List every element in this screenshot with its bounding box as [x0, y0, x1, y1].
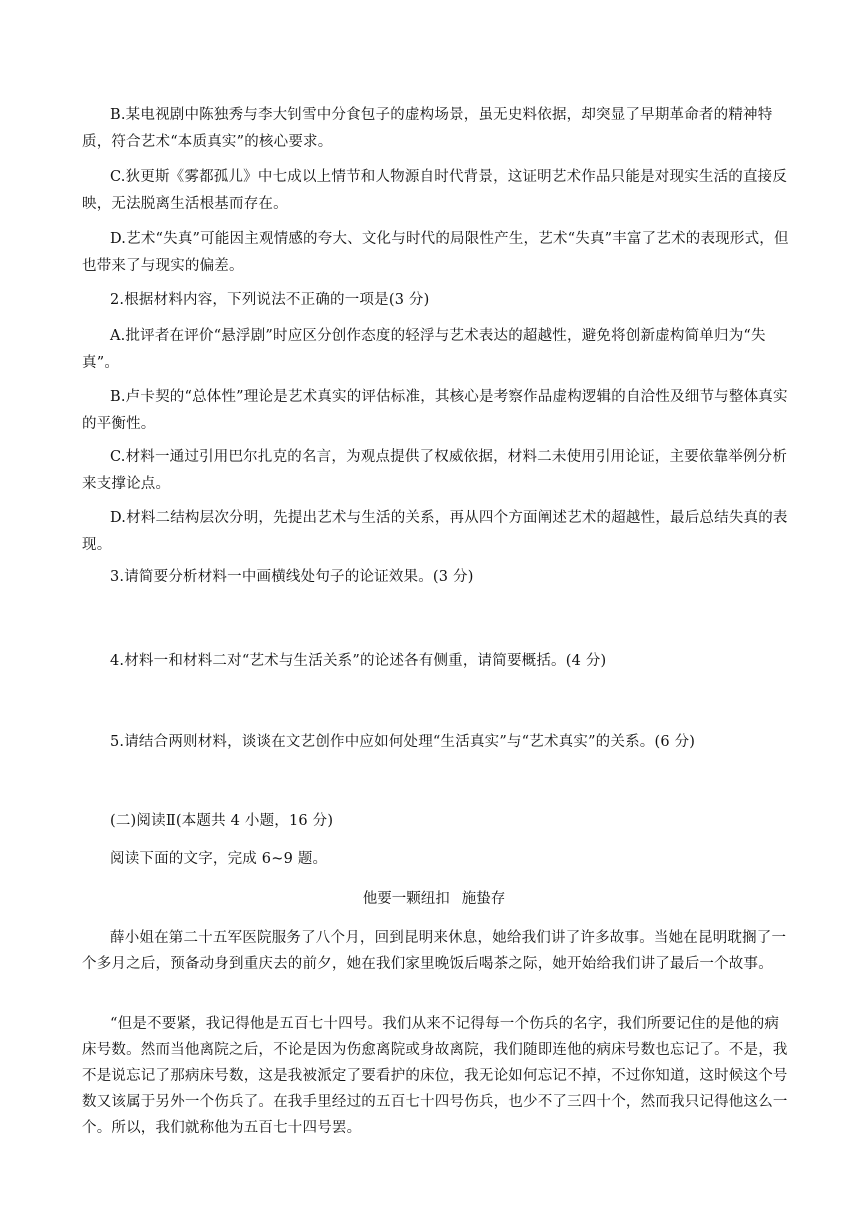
q1-option-d: D.艺术“失真”可能因主观情感的夸大、文化与时代的局限性产生，艺术“失真”丰富了艺术的表现形式，但也带来了与现实的偏差。: [82, 231, 789, 274]
question-3: 3.请简要分析材料一中画横线处句子的论证效果。(3 分): [110, 569, 474, 585]
q2-option-c: C.材料一通过引用巴尔扎克的名言，为观点提供了权威依据，材料二未使用引用论证，主要依靠举例分析来支撑论点。: [82, 449, 788, 492]
q2-option-d: D.材料二结构层次分明，先提出艺术与生活的关系，再从四个方面阐述艺术的超越性，最后总结失真的表现。: [82, 510, 788, 553]
q2-option-a: A.批评者在评价“悬浮剧”时应区分创作态度的轻浮与艺术表达的超越性，避免将创新虚构简单归为“失真”。: [82, 328, 766, 371]
q1-option-b: B.某电视剧中陈独秀与李大钊雪中分食包子的虚构场景，虽无史料依据，却突显了早期革命者的精神特质，符合艺术“本质真实”的核心要求。: [82, 107, 773, 150]
question-4: 4.材料一和材料二对“艺术与生活关系”的论述各有侧重，请简要概括。(4 分): [110, 653, 607, 669]
question-2: 2.根据材料内容，下列说法不正确的一项是(3 分): [110, 292, 430, 308]
q1-option-c: C.狄更斯《雾都孤儿》中七成以上情节和人物源自时代背景，这证明艺术作品只能是对现实生活的直接反映，无法脱离生活根基而存在。: [82, 169, 788, 212]
q2-option-b: B.卢卡契的“总体性”理论是艺术真实的评估标准，其核心是考察作品虚构逻辑的自洽性及细节与整体真实的平衡性。: [82, 389, 788, 432]
story-paragraph-1: 薛小姐在第二十五军医院服务了八个月，回到昆明来休息，她给我们讲了许多故事。当她在昆明耽搁了一个多月之后，预备动身到重庆去的前夕，她在我们家里晚饭后喝茶之际，她开始给我们讲了最后一个故事。: [82, 930, 787, 972]
story-author: 施蛰存: [461, 891, 506, 907]
story-title: [0, 886, 868, 913]
reading-instruction: 阅读下面的文字，完成 6~9 题。: [110, 851, 328, 867]
story-paragraph-2: “但是不要紧，我记得他是五百七十四号。我们从来不记得每一个伤兵的名字，我们所要记住的是他的病床号数。然而当他离院之后，不论是因为伤愈离院或身故离院，我们随即连他的病床号数也忘记了。不是，我不是说忘记了那病床号数，这是我被派定了要看护的床位，我无论如何忘记不掉，不过你知道，这时候这个号数又该属于另外一个伤兵了。在我手里经过的五百七十四号伤兵，也少不了三四十个，然而我只记得他这么一个。所以，我们就称他为五百七十四号罢。: [82, 1016, 788, 1136]
question-5: 5.请结合两则材料，谈谈在文艺创作中应如何处理“生活真实”与“艺术真实”的关系。(6 分): [110, 734, 696, 750]
story-title-text: 他要一颗纽扣: [362, 891, 450, 907]
section-heading: (二)阅读Ⅱ(本题共 4 小题，16 分): [110, 813, 334, 829]
